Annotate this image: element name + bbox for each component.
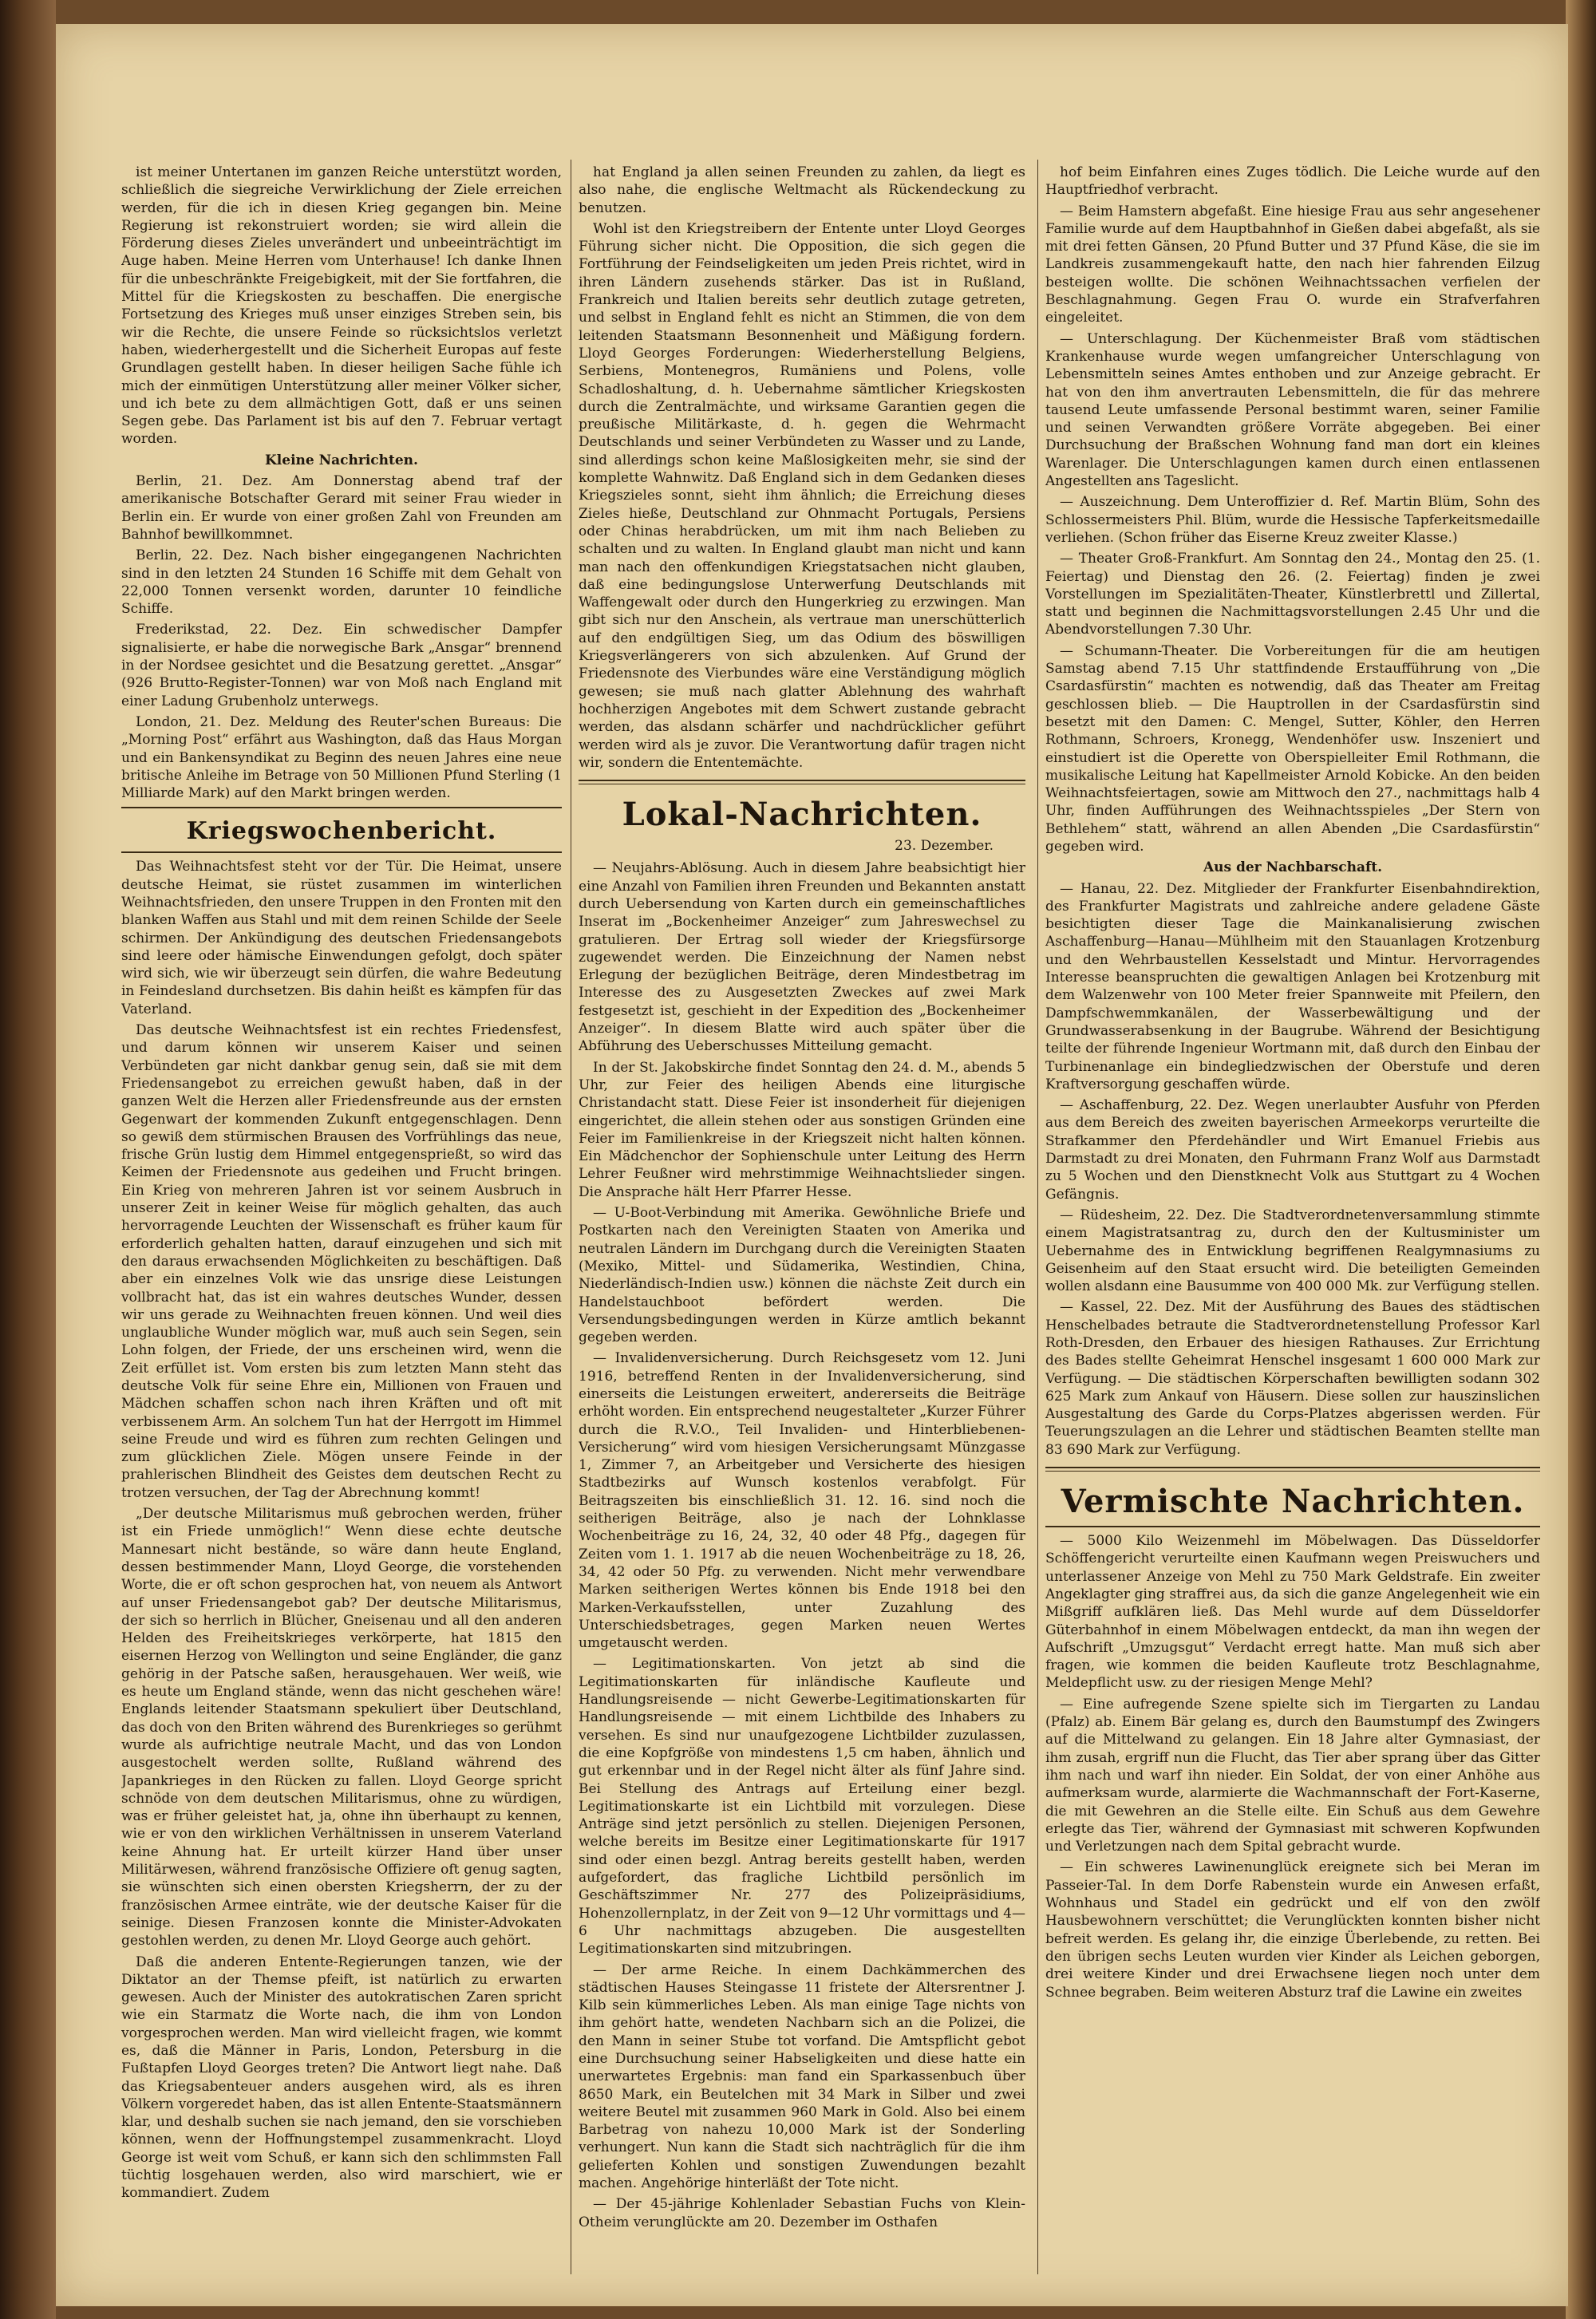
column-rule [1037, 160, 1038, 2274]
news-item: — Der arme Reiche. In einem Dachkämmerchen des städtischen Hauses Steingasse 11 fristete der Altersrentner J. Kilb sein kümmerliches Leben. Als man einige Tage nichts von ihm gehört hatte, wendeten Nachbarn sich an die Polizei, die den Mann in seiner Stube tot vorfand. Die Amtspflicht gebot eine Durchsuchung seiner Habseligkeiten und diese hatte ein unerwartetes Ergebnis: man fand ein Sparkassenbuch über 8650 Mark, ein Beutelchen mit 34 Mark in Silber und zwei weitere Beutel mit zusammen 960 Mark in Gold. Also bei einem Barbetrag von nahezu 10,000 Mark ist der Sonderling verhungert. Nun kann die Stadt sich nachträglich für die ihm gelieferten Kohlen und sonstigen Zuwendungen bezahlt machen. Angehörige hinterläßt der Tote nicht. [579, 1961, 1025, 2192]
news-item: Berlin, 22. Dez. Nach bisher eingegangenen Nachrichten sind in den letzten 24 Stunden 16 Schiffe mit dem Gehalt von 22,000 Tonnen versenkt worden, darunter 10 feindliche Schiffe. [121, 547, 562, 618]
news-item: — U-Boot-Verbindung mit Amerika. Gewöhnliche Briefe und Postkarten nach den Vereinigten Staaten von Amerika und neutralen Ländern im Durchgang durch die Vereinigten Staaten (Mexiko, Mittel- und Südamerika, Westindien, China, Niederländisch-Indien usw.) können die nächste Zeit durch ein Handelstauchboot befördert werden. Die Versendungsbedingungen werden in Kürze amtlich bekannt gegeben werden. [579, 1205, 1025, 1346]
section-date: 23. Dezember. [895, 838, 994, 855]
news-item: — Eine aufregende Szene spielte sich im Tiergarten zu Landau (Pfalz) ab. Einem Bär gelang es, durch den Baumstumpf des Zwingers auf die Mittelwand zu gelangen. Ein 18 Jahre alter Gymnasiast, der ihm zusah, ergriff nun die Flucht, das Tier aber sprang über das Gitter ihm nach und warf ihn nieder. Ein Soldat, der von einer Anhöhe aus aufmerksam wurde, alarmierte die Wachmannschaft der Fort-Kaserne, die mit Gewehren an die Stelle eilte. Ein Schuß aus dem Gewehre erlegte das Tier, während der Gymnasiast mit schweren Kopfwunden und Verletzungen nach dem Spital gebracht wurde. [1045, 1696, 1540, 1855]
heading-underline [1045, 1526, 1540, 1527]
book-binding-left [0, 0, 56, 2319]
article-paragraph: „Der deutsche Militarismus muß gebrochen werden, früher ist ein Friede unmöglich!“ Wenn diese echte deutsche Mannesart nicht bestände, so wäre dann heute England, dessen bestimmender Mann, Lloyd George, die vorstehenden Worte, die er oft schon gesprochen hat, von neuem als Antwort auf unser Friedensangebot gab? Der deutsche Militarismus, der sich so herrlich in Blücher, Gneisenau und all den anderen Helden des Freiheitskrieges verkörperte, hat 1815 den eisernen Herzog von Wellington und seine Engländer, die ganz gehörig in der Patsche saßen, herausgehauen. Wer weiß, wie es heute um England stände, wenn das nicht geschehen wäre! Englands leitender Staatsmann spekuliert über Deutschland, das doch von den Briten während des Burenkrieges so gerühmt wurde als aufrichtige neutrale Macht, und das von London ausgestochelt werden sollte, Rußland während des Japankrieges in den Rücken zu fallen. Lloyd George spricht schnöde von dem deutschen Militarismus, ohne zu würdigen, was er früher geleistet hat, ja, ohne ihn überhaupt zu kennen, wie er von den wirklichen Verhältnissen in unserem Vaterland keine Ahnung hat. Er urteilt kürzer Hand über unser Militärwesen, während französische Offiziere oft genug sagten, sie wünschten sich einen obersten Kriegsherrn, der zu der französischen Armee einträte, wie der deutsche Kaiser für die seinige. Diesen Franzosen konnte die Minister-Advokaten gestohlen werden, zu denen Mr. Lloyd George auch gehört. [121, 1506, 562, 1950]
news-item: hof beim Einfahren eines Zuges tödlich. Die Leiche wurde auf den Hauptfriedhof verbracht. [1045, 164, 1540, 199]
news-item: Berlin, 21. Dez. Am Donnerstag abend traf der amerikanische Botschafter Gerard mit seiner Frau wieder in Berlin ein. Er wurde von einer großen Zahl von Freunden am Bahnhof bewillkommnet. [121, 473, 562, 543]
article-paragraph: hat England ja allen seinen Freunden zu zahlen, da liegt es also nahe, die englische Weltmacht als Rückendeckung zu benutzen. [579, 164, 1025, 216]
article-paragraph: Wohl ist den Kriegstreibern der Entente unter Lloyd Georges Führung sicher nicht. Die Opposition, die sich gegen die Fortführung der Feindseligkeiten um jeden Preis richtet, wird in ihren Ländern zusehends stärker. Das ist in Rußland, Frankreich und Italien bereits sehr deutlich zutage getreten, und selbst in England fehlt es nicht an Stimmen, die von dem leitenden Staatsmann Besonnenheit und Mäßigung fordern. Lloyd Georges Forderungen: Wiederherstellung Belgiens, Serbiens, Montenegros, Rumäniens und Polens, volle Schadloshaltung, d. h. Uebernahme sämtlicher Kriegskosten durch die Zentralmächte, und wirksame Garantien gegen die preußische Militärkaste, d. h. gegen die Wehrmacht Deutschlands und seiner Verbündeten zu Wasser und zu Lande, sind allerdings schon keine Maßlosigkeiten mehr, sie sind der komplette Wahnwitz. Daß England sich in dem Gedanken dieses Kriegszieles sonnt, sieht ihm ähnlich; die Erreichung dieses Zieles hieße, Deutschland zur Ohnmacht Portugals, Persiens oder Chinas herabdrücken, um mit ihm nach Belieben zu schalten und zu walten. In England glaubt man nicht und kann man nach den offenkundigen Kriegstatsachen nicht glauben, daß eine bedingungslose Unterwerfung Deutschlands mit Waffengewalt oder durch den Hungerkrieg zu erzwingen. Man gibt sich nur den Anschein, als vertraue man unerschütterlich auf den endgültigen Sieg, um das Odium des böswilligen Kriegsverlängerers von sich abzulenken. Auf Grund der Friedensnote des Vierbundes wäre eine Verständigung möglich gewesen; sie muß nach glatter Ablehnung des wahrhaft hochherzigen Angebotes mit dem Schwert zustande gebracht werden, das alsdann schärfer und nachdrücklicher geführt werden wird als je zuvor. Die Verantwortung dafür tragen nicht wir, sondern die Ententemächte. [579, 220, 1025, 771]
news-item: — Auszeichnung. Dem Unteroffizier d. Ref. Martin Blüm, Sohn des Schlossermeisters Phil. Blüm, wurde die Hessische Tapferkeitsmedaille verliehen. (Schon früher das Eiserne Kreuz zweiter Klasse.) [1045, 494, 1540, 546]
column-right [1045, 164, 1540, 2302]
section-divider [1045, 1467, 1540, 1472]
article-paragraph: Daß die anderen Entente-Regierungen tanzen, wie der Diktator an der Themse pfeift, ist natürlich zu erwarten gewesen. Auch der Minister des autokratischen Zaren spricht wie ein Starmatz die Worte nach, die ihm von London vorgesprochen werden. Man wird vielleicht fragen, wie kommt es, daß die Männer in Paris, London, Petersburg in die Fußtapfen Lloyd Georges treten? Die Antwort liegt nahe. Daß das Kriegsabenteuer anders ausgehen wird, als es ihren Völkern vorgeredet haben, das ist allen Entente-Staatsmännern klar, und deshalb suchen sie nach jemand, den sie vorschieben können, wenn der Hoffnungstempel zusammenkracht. Lloyd George ist weit vom Schuß, er kann sich den schlimmsten Fall tüchtig losgehauen werden, also wird marschiert, wie er kommandiert. Zudem [121, 1954, 562, 2202]
book-binding-right [1566, 0, 1596, 2319]
news-item: — Unterschlagung. Der Küchenmeister Braß vom städtischen Krankenhause wurde wegen umfangreicher Unterschlagung von Lebensmitteln seines Amtes enthoben und zur Anzeige gebracht. Er hat von den ihm anvertrauten Lebensmitteln, die für das mehrere tausend Leute umfassende Personal bestimmt waren, seiner Familie und seinen Verwandten größere Vorräte abgegeben. Bei einer Durchsuchung der Braßschen Wohnung fand man dort ein kleines Warenlager. Die Unterschlagungen kamen durch einen entlassenen Angestellten ans Tageslicht. [1045, 330, 1540, 490]
news-item: — Beim Hamstern abgefaßt. Eine hiesige Frau aus sehr angesehener Familie wurde auf dem Hauptbahnhof in Gießen dabei abgefaßt, als sie mit drei fetten Gänsen, 20 Pfund Butter und 37 Pfund Käse, die sie im Landkreis zusammengekauft hatte, den nach hier fahrenden Eilzug besteigen wollte. Die schönen Weihnachtssachen verfielen der Beschlagnahmung. Gegen Frau O. wurde ein Strafverfahren eingeleitet. [1045, 203, 1540, 326]
news-item: — Legitimationskarten. Von jetzt ab sind die Legitimationskarten für inländische Kaufleute und Handlungsreisende — nicht Gewerbe-Legitimationskarten für Handlungsreisende — mit einem Lichtbilde des Inhabers zu versehen. Es sind nur unaufgezogene Lichtbilder zuzulassen, die eine Kopfgröße von mindestens 1,5 cm haben, ähnlich und gut erkennbar und in der Regel nicht älter als fünf Jahre sind. Bei Stellung des Antrags auf Erteilung einer bezgl. Legitimationskarte ist ein Lichtbild mit vorzulegen. Diese Anträge sind jetzt persönlich zu stellen. Diejenigen Personen, welche bereits im Besitze einer Legitimationskarte für 1917 sind oder einen bezgl. Antrag bereits gestellt haben, werden aufgefordert, das fragliche Lichtbild persönlich im Geschäftszimmer Nr. 277 des Polizeipräsidiums, Hohenzollernplatz, in der Zeit von 9—12 Uhr vormittags und 4—6 Uhr nachmittags abzugeben. Die ausgestellten Legitimationskarten sind mitzubringen. [579, 1656, 1025, 1958]
news-item: — Ein schweres Lawinenunglück ereignete sich bei Meran im Passeier-Tal. In dem Dorfe Rabenstein wurde ein Anwesen erfaßt, Wohnhaus und Stadel ein gedrückt und elf von den zwölf Hausbewohnern verschüttet; die Verunglückten konnten bisher nicht befreit werden. Es gelang ihr, die einzige Überlebende, zu retten. Bei den übrigen sechs Leuten wurden vier Kinder als Leichen geborgen, drei weitere Kinder und drei Erwachsene liegen noch unter dem Schnee begraben. Beim weiteren Absturz traf die Lawine ein zweites [1045, 1859, 1540, 2001]
news-item: — Neujahrs-Ablösung. Auch in diesem Jahre beabsichtigt hier eine Anzahl von Familien ihren Freunden und Bekannten anstatt durch Uebersendung von Karten durch ein gemeinschaftliches Inserat im „Bockenheimer Anzeiger“ zum Jahreswechsel zu gratulieren. Der Ertrag soll wieder der Kriegsfürsorge zugewendet werden. Die Einzeichnung der Namen nebst Erlegung der bezüglichen Beiträge, deren Mindestbetrag im Interesse des zu Ausgesetzten Zweckes auf zwei Mark festgesetzt ist, geschieht in der Expedition des „Bockenheimer Anzeiger“. In diesem Blatte wird auch später über die Abführung des Ueberschusses Mitteilung gemacht. [579, 860, 1025, 1055]
article-paragraph: Das deutsche Weihnachtsfest ist ein rechtes Friedensfest, und darum können wir unserem Kaiser und seinen Verbündeten gar nicht dankbar genug sein, daß sie mit dem Friedensangebot zu erreichen gewußt haben, daß in der ganzen Welt die Herzen aller Friedensfreunde aus der ernsten Gegenwart der kommenden Zukunft entgegenschlagen. Denn so gewiß dem stürmischen Brausen des Vorfrühlings das neue, frische Grün lustig dem Himmel entgegensprießt, so wird das Keimen der Friedensnote aus gedeihen und Frucht bringen. Ein Krieg von mehreren Jahren ist vor seinem Ausbruch in unserer Zeit in keiner Weise für möglich gehalten, das auch hervorragende Leuchten der Wissenschaft es früher kaum für erforderlich gehalten hatten, darauf einzugehen und sich mit den daraus erwachsenden Möglichkeiten zu beschäftigen. Daß aber ein einzelnes Volk wie das unsrige diese Leistungen vollbracht hat, das ist ein wahres deutsches Wunder, dessen wir uns gerade zu Weihnachten freuen können. Und weil dies unglaubliche Wunder möglich war, muß auch sein Segen, sein Lohn folgen, der Friede, der uns erscheinen wird, wenn die Zeit erfüllet ist. Vom ersten bis zum letzten Mann steht das deutsche Volk für seine Ehre ein, Millionen von Frauen und Mädchen schaffen schon nach ihren Kräften und oft mit verbissenem Arm. An solchem Tun hat der Herrgott im Himmel seine Freude und wird es führen zum rechten Gelingen und zum glücklichen Ziele. Mögen unsere Feinde in der prahlerischen Blindheit des Geistes dem deutschen Recht zu trotzen versuchen, der Tag der Abrechnung kommt! [121, 1022, 562, 1501]
news-item: — 5000 Kilo Weizenmehl im Möbelwagen. Das Düsseldorfer Schöffengericht verurteilte einen Kaufmann wegen Preiswuchers und unterlassener Anzeige von Mehl zu 750 Mark Geldstrafe. Ein zweiter Angeklagter ging straffrei aus, da sich die ganze Angelegenheit wie ein Mißgriff aufklären ließ. Das Mehl wurde auf dem Düsseldorfer Güterbahnhof in einem Möbelwagen entdeckt, da man ihn wegen der Aufschrift „Umzugsgut“ Verdacht erregt hatte. Man muß sich aber fragen, wie kommen die beiden Kaufleute trotz Beschlagnahme, Meldepflicht usw. zu der riesigen Menge Mehl? [1045, 1533, 1540, 1692]
news-item: Frederikstad, 22. Dez. Ein schwedischer Dampfer signalisierte, er habe die norwegische Bark „Ansgar“ brennend in der Nordsee gesichtet und die Besatzung gerettet. „Ansgar“ (926 Brutto-Register-Tonnen) war von Moß nach England mit einer Ladung Grubenholz unterwegs. [121, 622, 562, 709]
newspaper-page [56, 24, 1568, 2306]
news-item: — Rüdesheim, 22. Dez. Die Stadtverordnetenversammlung stimmte einem Magistratsantrag zu, durch den der Kultusminister um Uebernahme des in Entwicklung begriffenen Realgymnasiums zu Geisenheim auf den Staat ersucht wird. Die beteiligten Gemeinden wollen alsdann eine Bausumme von 400 000 Mk. zur Verfügung stellen. [1045, 1207, 1540, 1295]
news-item: — Kassel, 22. Dez. Mit der Ausführung des Baues des städtischen Henschelbades betraute die Stadtverordnetenstellung Professor Karl Roth-Dresden, den Erbauer des hiesigen Rathauses. Zur Errichtung des Bades stellte Geheimrat Henschel insgesamt 1 600 000 Mark zur Verfügung. — Die städtischen Körperschaften bewilligten sodann 302 625 Mark zum Ankauf von Häusern. Diese sollen zur hauszinslichen Ausgestaltung des Garde du Corps-Platzes abgerissen werden. Für Teuerungszulagen an die Lehrer und städtischen Beamten stellte man 83 690 Mark zur Verfügung. [1045, 1299, 1540, 1458]
section-heading: Vermischte Nachrichten. [1061, 1483, 1525, 1521]
column-middle [579, 164, 1025, 2302]
news-item: — Aschaffenburg, 22. Dez. Wegen unerlaubter Ausfuhr von Pferden aus dem Bereich des zweiten bayerischen Armeekorps verurteilte die Strafkammer den Pferdehändler und Wirt Emanuel Friebis aus Darmstadt zu drei Monaten, den Fuhrmann Franz Wolf aus Darmstadt zu 5 Wochen und den Dienstknecht Volk aus Stuttgart zu 4 Wochen Gefängnis. [1045, 1097, 1540, 1203]
news-item: London, 21. Dez. Meldung des Reuter'schen Bureaus: Die „Morning Post“ erfährt aus Washington, daß das Haus Morgan und ein Bankensyndikat zu Beginn des neuen Jahres eine neue britische Anleihe im Betrage von 50 Millionen Pfund Sterling (1 Milliarde Mark) auf den Markt bringen werden. [121, 713, 562, 802]
heading-underline [121, 851, 562, 853]
section-divider [579, 780, 1025, 784]
column-left [121, 164, 562, 2302]
article-paragraph: Das Weihnachtsfest steht vor der Tür. Die Heimat, unsere deutsche Heimat, sie rüstet zusammen im winterlichen Weihnachtsfrieden, den unsere Truppen in den Fronten mit den blanken Waffen aus Stahl und mit dem reinen Schilde der Seele schirmen. Der Ankündigung des deutschen Friedensangebots sind leere oder hämische Einwendungen gefolgt, doch später wird sich, wie wir überzeugt sein dürfen, die wahre Bedeutung in Feindesland durchsetzen. Bis dahin heißt es kämpfen für das Vaterland. [121, 859, 562, 1017]
article-heading: Kriegswochenbericht. [186, 817, 497, 846]
news-item: — Theater Groß-Frankfurt. Am Sonntag den 24., Montag den 25. (1. Feiertag) und Dienstag den 26. (2. Feiertag) finden je zwei Vorstellungen im Spezialitäten-Theater, Künstlerbrettl und Zillertal, statt und beginnen die Nachmittagsvorstellungen 2.45 Uhr und die Abendvorstellungen 7.30 Uhr. [1045, 551, 1540, 638]
news-item: — Invalidenversicherung. Durch Reichsgesetz vom 12. Juni 1916, betreffend Renten in der Invalidenversicherung, sind einerseits die Leistungen erweitert, andererseits die Beiträge erhöht worden. Ein entsprechend neugestalteter „Kurzer Führer durch die R.V.O., Teil Invaliden- und Hinterbliebenen-Versicherung“ wird vom hiesigen Versicherungsamt Münzgasse 1, Zimmer 7, an Arbeitgeber und Versicherte des hiesigen Stadtbezirks auf Wunsch kostenlos verabfolgt. Für Beitragszeiten bis einschließlich 31. 12. 16. sind noch die seitherigen Beiträge, also je nach der Lohnklasse Wochenbeiträge zu 16, 24, 32, 40 oder 48 Pfg., dagegen für Zeiten vom 1. 1. 1917 ab die neuen Wochenbeiträge zu 18, 26, 34, 42 oder 50 Pfg. zu verwenden. Nicht mehr verwendbare Marken seitherigen Wertes können bis Ende 1918 bei den Marken-Verkaufsstellen, unter Zuzahlung des Unterschiedsbetrages, gegen Marken neuen Wertes umgetauscht werden. [579, 1350, 1025, 1652]
news-item: — Schumann-Theater. Die Vorbereitungen für die am heutigen Samstag abend 7.15 Uhr stattfindende Erstaufführung von „Die Csardasfürstin“ machten es notwendig, daß das Theater am Freitag geschlossen blieb. — Die Hauptrollen in der Csardasfürstin sind besetzt mit den Damen: C. Mengel, Sutter, Köhler, den Herren Rothmann, Schroers, Kronegg, Wendenhöfer usw. Inszeniert und einstudiert ist die Operette von Oberspielleiter Emil Rothmann, die musikalische Leitung hat Kapellmeister Arnold Kobicke. An den beiden Weihnachtsfeiertagen, sowie am Mittwoch den 27., nachmittags halb 4 Uhr, finden Aufführungen des Weihnachtsspieles „Der Stern von Bethlehem“ statt, während an allen Abenden „Die Csardasfürstin“ gegeben wird. [1045, 642, 1540, 855]
news-item: — Der 45-jährige Kohlenlader Sebastian Fuchs von Klein-Otheim verunglückte am 20. Dezember im Osthafen [579, 2196, 1025, 2230]
article-paragraph: ist meiner Untertanen im ganzen Reiche unterstützt worden, schließlich die siegreiche Verwirklichung der Ziele erreichen werden, für die ich in diesen Krieg gegangen bin. Meine Regierung ist rekonstruiert worden; sie wird allein die Förderung dieses Zieles unverändert und unbeeinträchtigt im Auge haben. Meine Herren vom Unterhause! Ich danke Ihnen für die unbeschränkte Freigebigkeit, mit der Sie fortfahren, die Mittel für die Kriegskosten zu beschaffen. Die energische Fortsetzung des Krieges muß unser einziges Streben sein, bis wir die Rechte, die unsere Feinde so rücksichtslos verletzt haben, wiederhergestellt und die Sicherheit Europas auf feste Grundlagen gestellt haben. In dieser heiligen Sache fühle ich mich der einmütigen Unterstützung aller meiner Völker sicher, und ich bete zu dem allmächtigen Gott, daß er uns seinen Segen gebe. Das Parlament ist bis auf den 7. Februar vertagt worden. [121, 164, 562, 448]
news-item: In der St. Jakobskirche findet Sonntag den 24. d. M., abends 5 Uhr, zur Feier des heiligen Abends eine liturgische Christandacht statt. Diese Feier ist insonderheit für diejenigen eingerichtet, die allein stehen oder aus sonstigen Gründen eine Feier im Familienkreise in der Kriegszeit nicht halten können. Ein Mädchenchor der Sophienschule unter Leitung des Herrn Lehrer Feußner wird mehrstimmige Weihnachtslieder singen. Die Ansprache hält Herr Pfarrer Hesse. [579, 1059, 1025, 1200]
section-divider [121, 807, 562, 808]
section-heading: Lokal-Nachrichten. [622, 796, 982, 834]
section-subheading: Aus der Nachbarschaft. [1203, 859, 1383, 876]
news-item: — Hanau, 22. Dez. Mitglieder der Frankfurter Eisenbahndirektion, des Frankfurter Magistrats und zahlreiche andere geladene Gäste besichtigten dieser Tage die Mainkanalisierung zwischen Aschaffenburg—Hanau—Mühlheim mit den Stauanlagen Krotzenburg und den Wehrbaustellen Kesselstadt und Mintur. Hervorragendes Interesse beanspruchten die gewaltigen Anlagen bei Krotzenburg mit dem Walzenwehr von 100 Meter freier Spannweite mit Pfeilern, den Dampfschwemmkanälen, der Wasserbewältigung und der Grundwasserabsenkung in der Baugrube. Während der Besichtigung teilte der führende Ingenieur Wortmann mit, daß durch den Einbau der Turbinenanlage ein bindegliedzwischen der Oberstufe und deren Kraftversorgung geschaffen würde. [1045, 880, 1540, 1092]
section-subheading: Kleine Nachrichten. [265, 452, 418, 468]
